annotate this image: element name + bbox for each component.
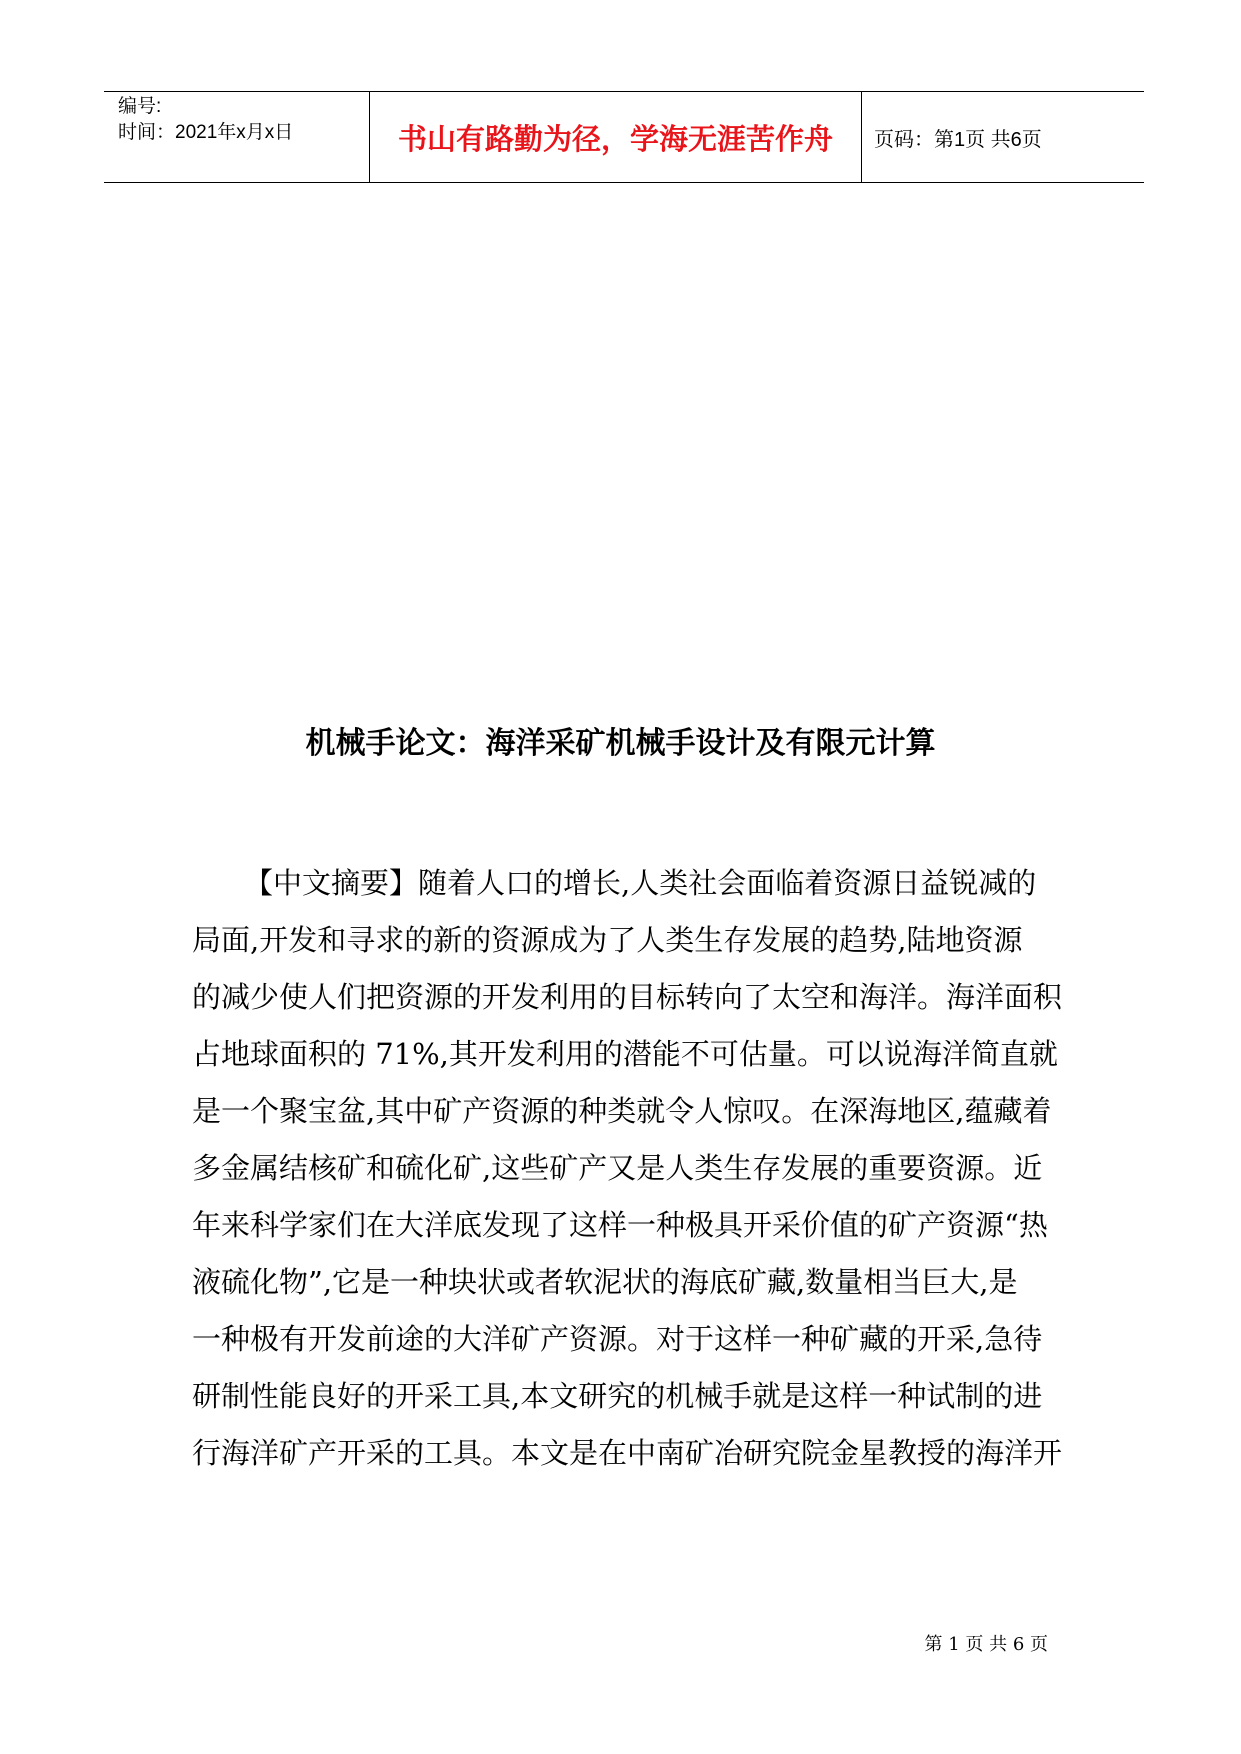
paragraph-line: 的减少使人们把资源的开发利用的目标转向了太空和海洋。海洋面积: [192, 980, 1063, 1014]
paragraph-line: 【中文摘要】随着人口的增长,人类社会面临着资源日益锐减的: [244, 866, 1037, 900]
header-divider: [861, 92, 862, 182]
paragraph-line: 行海洋矿产开采的工具。本文是在中南矿冶研究院金星教授的海洋开: [192, 1436, 1063, 1470]
document-title: 机械手论文：海洋采矿机械手设计及有限元计算: [305, 726, 936, 761]
page-header: [104, 91, 1144, 183]
paragraph-line: 局面,开发和寻求的新的资源成为了人类生存发展的趋势,陆地资源: [192, 923, 1023, 957]
paragraph-line: 一种极有开发前途的大洋矿产资源。对于这样一种矿藏的开采,急待: [192, 1322, 1043, 1356]
header-motto: 书山有路勤为径，学海无涯苦作舟: [397, 121, 833, 156]
number-label: 编号:: [118, 96, 162, 117]
paragraph-line: 是一个聚宝盆,其中矿产资源的种类就令人惊叹。在深海地区,蕴藏着: [192, 1094, 1052, 1128]
paragraph-line: 多金属结核矿和硫化矿,这些矿产又是人类生存发展的重要资源。近: [192, 1151, 1043, 1185]
page-footer: 第 1 页 共 6 页: [924, 1634, 1048, 1655]
paragraph-line: 研制性能良好的开采工具,本文研究的机械手就是这样一种试制的进: [192, 1379, 1043, 1413]
paragraph-line: 液硫化物”,它是一种块状或者软泥状的海底矿藏,数量相当巨大,是: [192, 1265, 1018, 1299]
header-page-info: 页码：第1页 共6页: [874, 128, 1042, 151]
time-label: 时间：2021年x月x日: [118, 122, 294, 143]
paragraph-line: 占地球面积的 71%,其开发利用的潜能不可估量。可以说海洋简直就: [192, 1037, 1058, 1071]
header-meta: [118, 92, 366, 182]
abstract-paragraph: [192, 855, 1062, 1482]
paragraph-line: 年来科学家们在大洋底发现了这样一种极具开采价值的矿产资源“热: [192, 1208, 1048, 1242]
